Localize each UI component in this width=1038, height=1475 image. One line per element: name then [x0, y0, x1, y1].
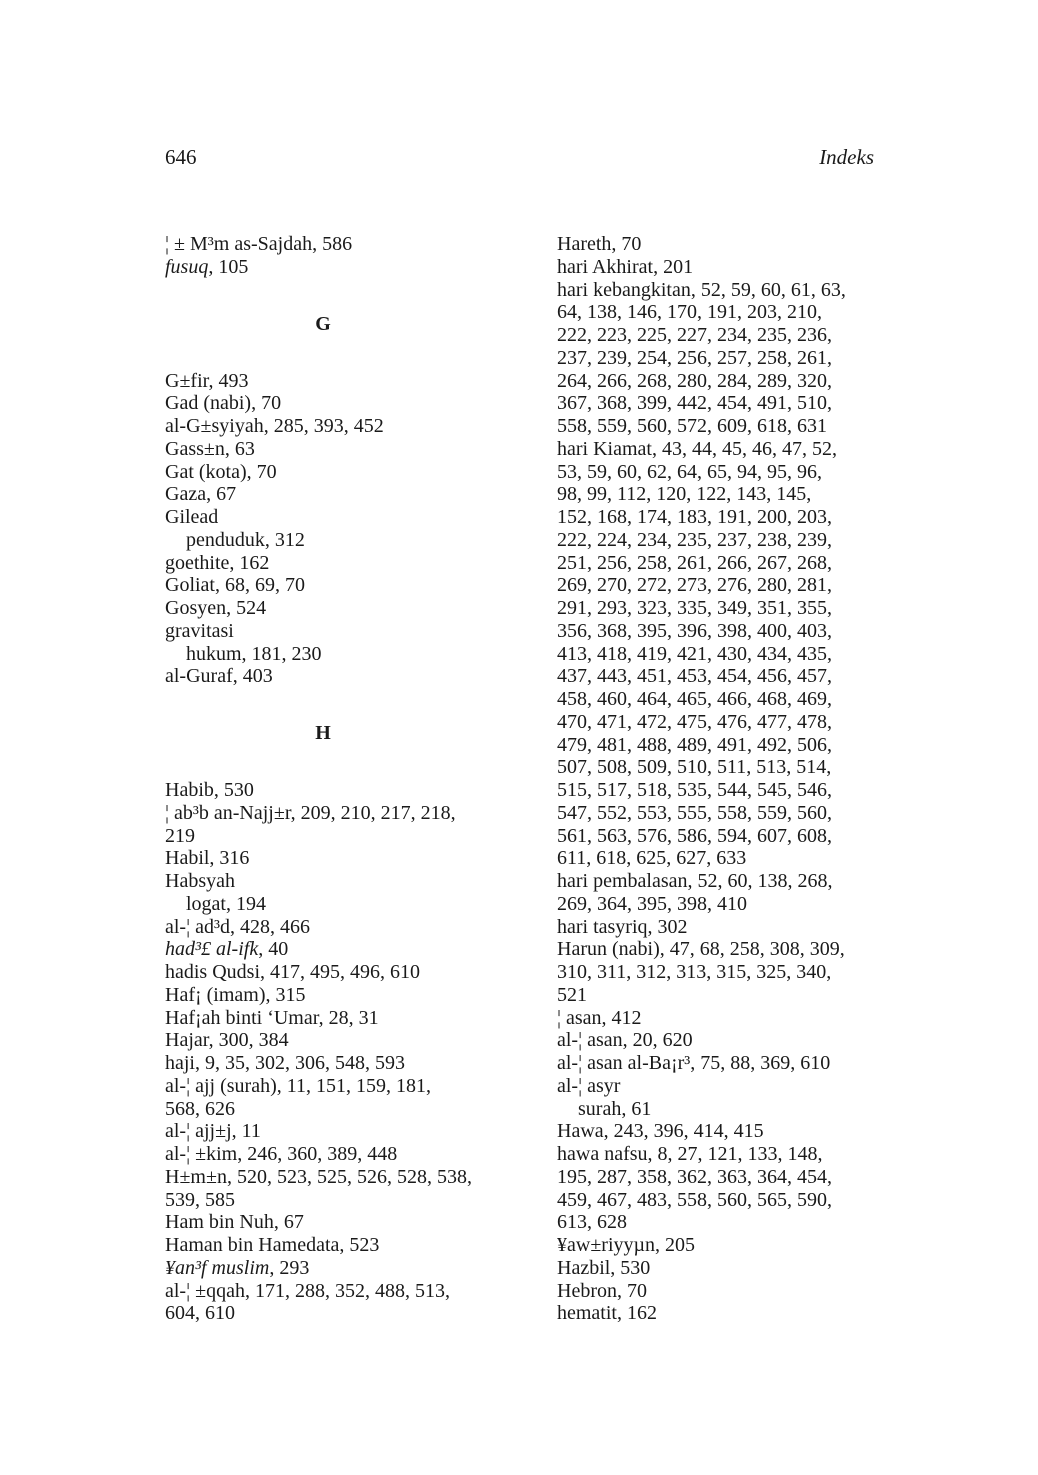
- index-line: gravitasi: [165, 619, 234, 642]
- index-entry: [557, 1007, 887, 1030]
- index-line: 222, 224, 234, 235, 237, 238, 239,: [557, 528, 832, 551]
- index-entry: [165, 620, 495, 643]
- index-line: 222, 223, 225, 227, 234, 235, 236,: [557, 324, 832, 346]
- index-entry: [165, 847, 495, 870]
- index-line: 310, 311, 312, 313, 315, 325, 340,: [557, 961, 832, 983]
- index-line: 64, 138, 146, 170, 191, 203, 210,: [557, 301, 822, 324]
- index-line: Ham bin Nuh, 67: [165, 1211, 304, 1234]
- index-subentry: [165, 893, 495, 916]
- index-line: Haf¡ah binti ‘Umar, 28, 31: [165, 1006, 379, 1029]
- section-heading: H: [315, 722, 331, 744]
- index-line: al-¦ asan al-Ba¡r³, 75, 88, 369, 610: [557, 1052, 831, 1074]
- index-entry: [165, 1234, 495, 1257]
- index-line: 291, 293, 323, 335, 349, 351, 355,: [557, 597, 832, 619]
- index-column-right: [557, 233, 887, 1325]
- index-entry: [165, 506, 495, 529]
- index-entry: [557, 1075, 887, 1098]
- index-line: hari Akhirat, 201: [557, 255, 694, 278]
- index-entry: [165, 1120, 495, 1143]
- index-entry: [165, 870, 495, 893]
- index-line: 515, 517, 518, 535, 544, 545, 546,: [557, 779, 832, 801]
- index-pages: , 293: [269, 1256, 310, 1279]
- index-term: had³£ al-ifk: [165, 938, 259, 961]
- index-line: Haf¡ (imam), 315: [165, 983, 306, 1006]
- index-entry: [557, 1143, 887, 1234]
- index-line: 251, 256, 258, 261, 266, 267, 268,: [557, 551, 832, 574]
- index-entry: [165, 1029, 495, 1052]
- index-line: Habib, 530: [165, 779, 254, 801]
- index-entry: [165, 597, 495, 620]
- index-entry: [165, 779, 495, 802]
- index-line: goethite, 162: [165, 551, 270, 574]
- index-entry: [557, 938, 887, 1006]
- index-line: 561, 563, 576, 586, 594, 607, 608,: [557, 824, 832, 847]
- index-line: 53, 59, 60, 62, 64, 65, 94, 95, 96,: [557, 460, 822, 483]
- index-line: 269, 364, 395, 398, 410: [557, 892, 747, 915]
- index-entry: [165, 1052, 495, 1075]
- index-entry: [557, 1029, 887, 1052]
- index-line: Gosyen, 524: [165, 597, 267, 619]
- page-number: 646: [165, 145, 197, 169]
- index-entry: [165, 1166, 495, 1212]
- index-line: 539, 585: [165, 1188, 235, 1211]
- index-line: hari kebangkitan, 52, 59, 60, 61, 63,: [557, 278, 846, 301]
- index-line: al-¦ ±kim, 246, 360, 389, 448: [165, 1143, 398, 1165]
- index-line: 264, 266, 268, 280, 284, 289, 320,: [557, 369, 832, 392]
- index-line: 459, 467, 483, 558, 560, 565, 590,: [557, 1188, 832, 1211]
- index-entry: [557, 1302, 887, 1325]
- index-entry: [165, 938, 495, 961]
- index-line: al-Guraf, 403: [165, 665, 273, 688]
- index-entry: [165, 233, 495, 256]
- index-line: ¦ ab³b an-Najj±r, 209, 210, 217, 218,: [165, 801, 456, 824]
- index-entry: [165, 665, 495, 688]
- index-entry: [165, 256, 495, 279]
- index-line: Gass±n, 63: [165, 437, 255, 460]
- index-line: Gat (kota), 70: [165, 460, 277, 483]
- index-term: fusuq: [165, 255, 209, 278]
- index-line: G±fir, 493: [165, 369, 249, 392]
- index-entry: [165, 1075, 495, 1121]
- index-line: 470, 471, 472, 475, 476, 477, 478,: [557, 710, 832, 733]
- index-line: al-¦ ±qqah, 171, 288, 352, 488, 513,: [165, 1279, 450, 1302]
- index-line: Gilead: [165, 506, 219, 528]
- index-line: Hawa, 243, 396, 414, 415: [557, 1120, 764, 1143]
- index-term: ¥an³f muslim: [165, 1256, 270, 1279]
- index-line: Gaza, 67: [165, 483, 237, 506]
- index-entry: [557, 870, 887, 916]
- index-entry: [165, 984, 495, 1007]
- index-line: Habil, 316: [165, 847, 250, 870]
- index-entry: [165, 574, 495, 597]
- index-line: logat, 194: [186, 892, 266, 915]
- index-line: 507, 508, 509, 510, 511, 513, 514,: [557, 756, 832, 779]
- index-line: hadis Qudsi, 417, 495, 496, 610: [165, 961, 420, 983]
- index-entry: [165, 392, 495, 415]
- index-line: hari Kiamat, 43, 44, 45, 46, 47, 52,: [557, 437, 837, 460]
- index-subentry: [557, 1098, 887, 1121]
- index-line: 604, 610: [165, 1302, 235, 1325]
- index-line: 195, 287, 358, 362, 363, 364, 454,: [557, 1165, 832, 1188]
- index-entry: [165, 370, 495, 393]
- index-line: Hazbil, 530: [557, 1256, 651, 1279]
- index-entry: [165, 483, 495, 506]
- index-column-left: [165, 233, 495, 1325]
- index-line: Gad (nabi), 70: [165, 392, 282, 415]
- index-entry: [165, 1211, 495, 1234]
- index-entry: [557, 233, 887, 256]
- index-line: 152, 168, 174, 183, 191, 200, 203,: [557, 506, 832, 528]
- index-entry: [165, 552, 495, 575]
- index-line: 367, 368, 399, 442, 454, 491, 510,: [557, 392, 832, 415]
- index-line: 558, 559, 560, 572, 609, 618, 631: [557, 415, 827, 437]
- index-entry: [165, 1143, 495, 1166]
- index-line: 568, 626: [165, 1097, 235, 1120]
- index-line: Hebron, 70: [557, 1279, 647, 1302]
- index-subentry: [165, 643, 495, 666]
- index-line: hukum, 181, 230: [186, 642, 322, 665]
- index-line: hematit, 162: [557, 1302, 657, 1325]
- index-line: Hajar, 300, 384: [165, 1029, 289, 1052]
- index-line: al-¦ ajj (surah), 11, 151, 159, 181,: [165, 1074, 431, 1097]
- running-title: Indeks: [819, 145, 874, 169]
- index-entry: [165, 1280, 495, 1326]
- index-line: hawa nafsu, 8, 27, 121, 133, 148,: [557, 1143, 823, 1165]
- index-entry: [557, 279, 887, 438]
- index-entry: [557, 1257, 887, 1280]
- index-line: Habsyah: [165, 870, 235, 892]
- index-entry: [557, 916, 887, 939]
- index-entry: [557, 1052, 887, 1075]
- index-line: al-¦ asyr: [557, 1074, 621, 1097]
- index-line: al-¦ ajj±j, 11: [165, 1120, 261, 1143]
- index-line: al-¦ ad³d, 428, 466: [165, 915, 310, 938]
- index-line: H±m±n, 520, 523, 525, 526, 528, 538,: [165, 1165, 472, 1188]
- section-heading: G: [315, 312, 331, 335]
- index-line: Hareth, 70: [557, 233, 642, 255]
- index-line: penduduk, 312: [186, 528, 305, 551]
- index-subentry: [165, 529, 495, 552]
- index-line: ¦ asan, 412: [557, 1006, 642, 1029]
- index-line: 479, 481, 488, 489, 491, 492, 506,: [557, 733, 832, 756]
- index-line: surah, 61: [578, 1097, 652, 1120]
- index-entry: [165, 916, 495, 939]
- index-line: ¥aw±riyyµn, 205: [557, 1234, 696, 1256]
- index-line: 413, 418, 419, 421, 430, 434, 435,: [557, 642, 832, 665]
- index-entry: [557, 1234, 887, 1257]
- index-line: ¦ ± M³m as-Sajdah, 586: [165, 233, 353, 255]
- index-entry: [557, 438, 887, 870]
- index-line: 356, 368, 395, 396, 398, 400, 403,: [557, 619, 832, 642]
- index-line: al-G±syiyah, 285, 393, 452: [165, 415, 384, 437]
- index-entry: [557, 1280, 887, 1303]
- index-entry: [165, 802, 495, 848]
- index-line: 98, 99, 112, 120, 122, 143, 145,: [557, 483, 812, 506]
- index-line: 613, 628: [557, 1211, 627, 1234]
- index-line: 547, 552, 553, 555, 558, 559, 560,: [557, 801, 832, 824]
- index-line: 458, 460, 464, 465, 466, 468, 469,: [557, 688, 832, 710]
- index-entry: [165, 1007, 495, 1030]
- index-line: al-¦ asan, 20, 620: [557, 1029, 693, 1052]
- index-line: Haman bin Hamedata, 523: [165, 1234, 380, 1256]
- index-line: 437, 443, 451, 453, 454, 456, 457,: [557, 665, 832, 688]
- index-line: 611, 618, 625, 627, 633: [557, 847, 747, 870]
- index-line: hari tasyriq, 302: [557, 915, 688, 938]
- index-entry: [165, 438, 495, 461]
- index-entry: [557, 256, 887, 279]
- index-line: Harun (nabi), 47, 68, 258, 308, 309,: [557, 938, 845, 961]
- index-line: 269, 270, 272, 273, 276, 280, 281,: [557, 574, 832, 597]
- index-entry: [165, 1257, 495, 1280]
- index-line: haji, 9, 35, 302, 306, 548, 593: [165, 1052, 405, 1074]
- index-pages: , 105: [208, 255, 249, 278]
- index-entry: [165, 961, 495, 984]
- index-pages: , 40: [258, 938, 289, 961]
- index-line: 521: [557, 983, 587, 1006]
- index-entry: [165, 415, 495, 438]
- index-line: 237, 239, 254, 256, 257, 258, 261,: [557, 346, 832, 369]
- index-line: 219: [165, 824, 195, 847]
- index-entry: [165, 461, 495, 484]
- index-entry: [557, 1120, 887, 1143]
- index-line: hari pembalasan, 52, 60, 138, 268,: [557, 870, 833, 892]
- index-line: Goliat, 68, 69, 70: [165, 574, 305, 597]
